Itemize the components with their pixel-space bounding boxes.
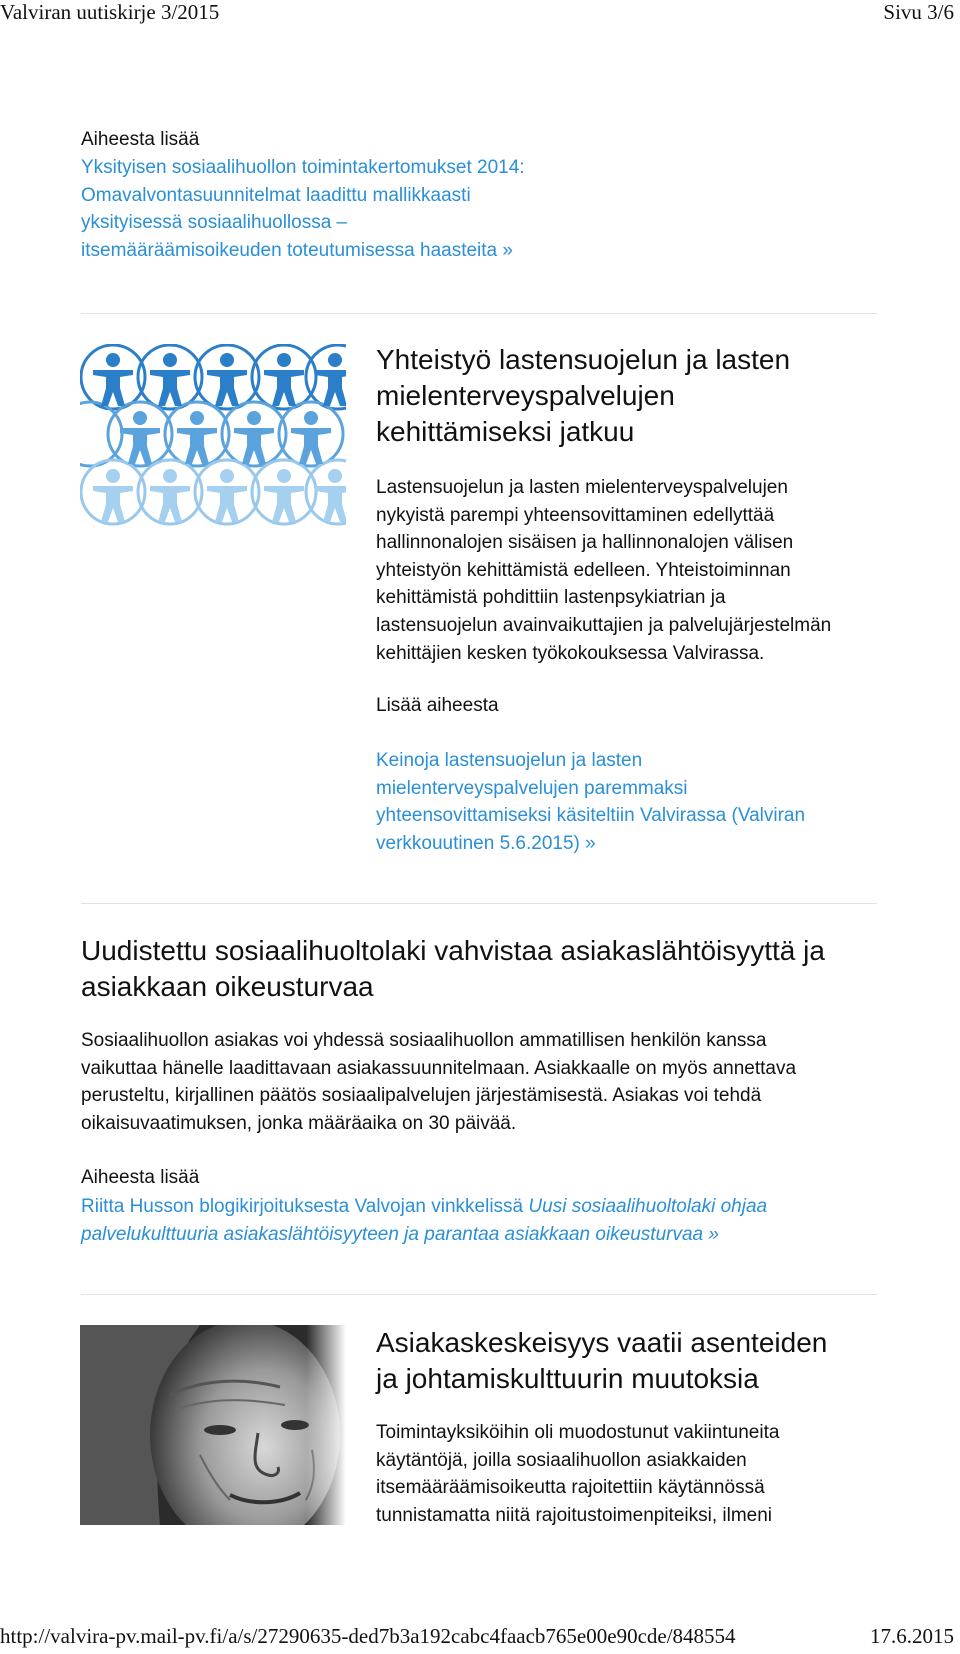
related-link-toimintakertomukset[interactable]: Yksityisen sosiaalihuollon toimintakertomukset 2014: Omavalvontasuunnitelmat laadittu mallikkaasti yksityisessä sosiaalihuollossa – itsemääräämisoikeuden toteutumisessa haasteita » <box>81 157 525 261</box>
elderly-woman-photo <box>80 1325 346 1525</box>
article-body-yhteistyo: Lastensuojelun ja lasten mielenterveyspalvelujen nykyistä parempi yhteensovittaminen edellyttää hallinnonalojen sisäisen ja hallinnonalojen välisen yhteistyön kehittämistä edelleen. Yhteistoiminnan kehittämistä pohdittiin lastenpsykiatrian ja lastensuojelun avainvaikuttajien ja palvelujärjestelmän kehittäjien kesken työkokouksessa Valvirassa. <box>376 477 832 664</box>
article-body-asiakaskeskeisyys: Toimintayksiköihin oli muodostunut vakiintuneita käytäntöjä, joilla sosiaalihuollon asiakkaiden itsemääräämisoikeutta rajoitettiin käytännössä tunnistamatta niitä rajoitustoimenpiteiksi, ilmeni <box>376 1422 780 1526</box>
related-label: Aiheesta lisää <box>81 129 200 150</box>
article-body-sosiaalihuoltolaki: Sosiaalihuollon asiakas voi yhdessä sosiaalihuollon ammatillisen henkilön kanssa vaikuttaa hänelle laadittavaan asiakassuunnitelmaan. Asiakkaalle on myös annettava perusteltu, kirjallinen päätös sosiaalipalvelujen järjestämisestä. Asiakas voi tehdä oikaisuvaatimuksen, jonka määräaika on 30 päivää. <box>81 1030 797 1134</box>
newsletter-title: Valviran uutiskirje 3/2015 <box>0 0 220 24</box>
divider <box>81 1294 877 1295</box>
article-heading-yhteistyo: Yhteistyö lastensuojelun ja lasten mielenterveyspalvelujen kehittämiseksi jatkuu <box>376 344 791 447</box>
divider <box>81 313 877 314</box>
print-header <box>0 0 960 26</box>
more-label: Lisää aiheesta <box>376 695 499 716</box>
article-link-keinoja[interactable]: Keinoja lastensuojelun ja lasten mielenterveyspalvelujen paremmaksi yhteensovittamiseksi käsiteltiin Valvirassa (Valviran verkkouutinen 5.6.2015) » <box>376 750 806 854</box>
related-label: Aiheesta lisää <box>81 1167 200 1188</box>
people-circles-illustration <box>80 344 346 532</box>
people-circles-icon <box>80 344 346 532</box>
article-heading-asiakaskeskeisyys: Asiakaskeskeisyys vaatii asenteiden ja johtamiskulttuurin muutoksia <box>376 1327 828 1394</box>
article-heading-sosiaalihuoltolaki: Uudistettu sosiaalihuoltolaki vahvistaa asiakaslähtöisyyttä ja asiakkaan oikeusturvaa <box>81 935 825 1002</box>
print-footer <box>0 1624 960 1654</box>
elderly-woman-photo-icon <box>80 1325 346 1525</box>
page-url: http://valvira-pv.mail-pv.fi/a/s/27290635-ded7b3a192cabc4faacb765e00e90cde/848554 <box>0 1624 736 1648</box>
print-date: 17.6.2015 <box>870 1624 954 1648</box>
blog-link-husso[interactable]: Riitta Husson blogikirjoituksesta Valvojan vinkkelissä Uusi sosiaalihuoltolaki ohjaa palvelukulttuuria asiakaslähtöisyyteen ja parantaa asiakkaan oikeusturvaa » <box>81 1196 768 1245</box>
page-number: Sivu 3/6 <box>883 0 954 24</box>
divider <box>81 903 877 904</box>
